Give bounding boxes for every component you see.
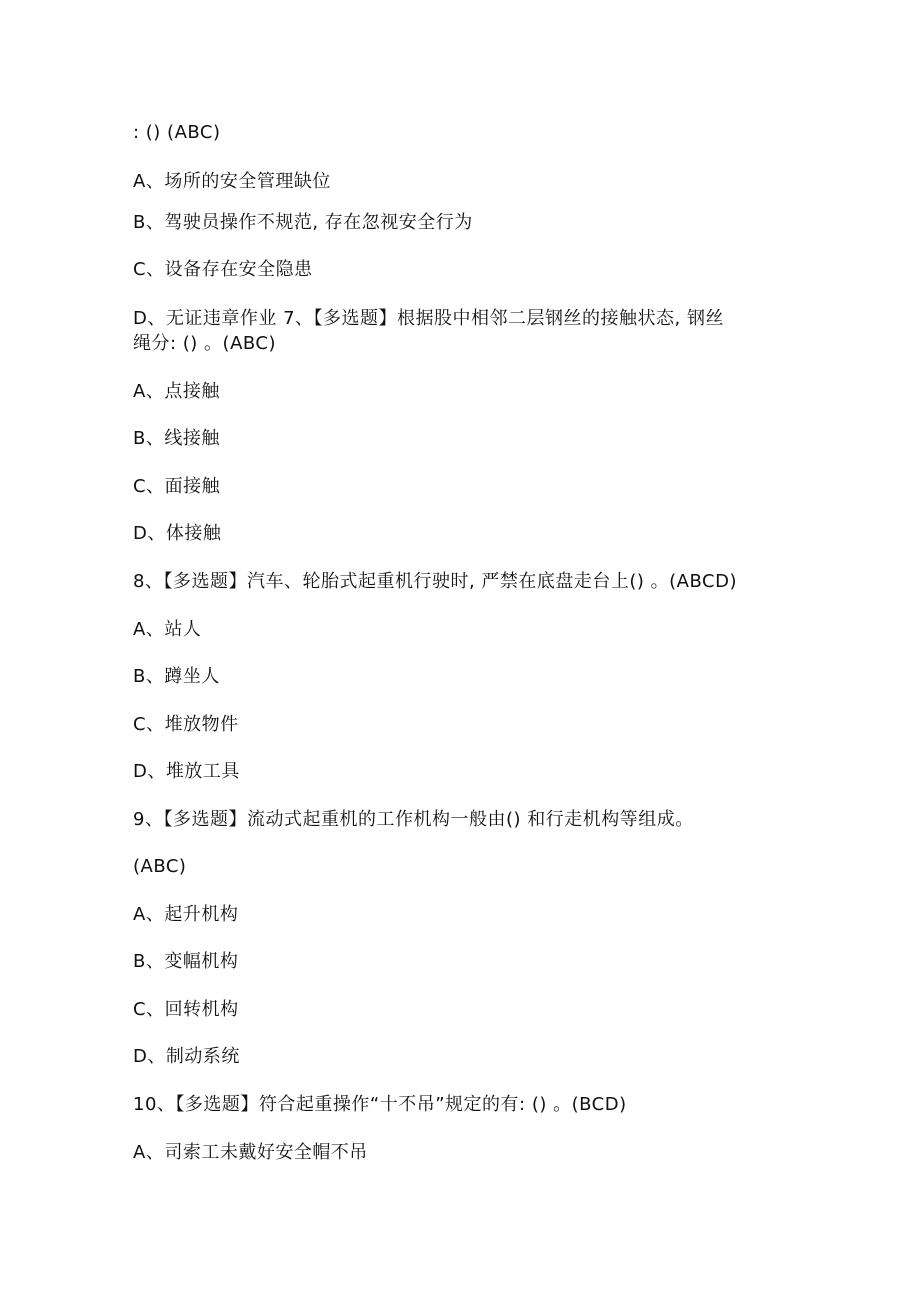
- q9-option-b: B、变幅机构: [133, 951, 239, 972]
- question-8: 8、【多选题】汽车、轮胎式起重机行驶时, 严禁在底盘走台上() 。(ABCD): [133, 571, 737, 592]
- q6-option-a: A、场所的安全管理缺位: [133, 171, 331, 192]
- question-6-answer-line: : () (ABC): [133, 122, 221, 143]
- question-9-answer: (ABC): [133, 856, 187, 877]
- q10-option-a: A、司索工未戴好安全帽不吊: [133, 1142, 368, 1163]
- q6-option-c: C、设备存在安全隐患: [133, 259, 313, 280]
- q7-option-c: C、面接触: [133, 476, 221, 497]
- q9-option-d: D、制动系统: [133, 1046, 240, 1067]
- q8-option-c: C、堆放物件: [133, 714, 239, 735]
- q6-option-d-and-question-7: D、无证违章作业 7、【多选题】根据股中相邻二层钢丝的接触状态, 钢丝: [133, 308, 724, 329]
- question-7-continuation: 绳分: () 。(ABC): [133, 333, 277, 354]
- question-9: 9、【多选题】流动式起重机的工作机构一般由() 和行走机构等组成。: [133, 809, 694, 830]
- q8-option-d: D、堆放工具: [133, 761, 240, 782]
- q7-option-d: D、体接触: [133, 523, 222, 544]
- question-10: 10、【多选题】符合起重操作“十不吊”规定的有: () 。(BCD): [133, 1094, 627, 1115]
- q7-option-b: B、线接触: [133, 428, 220, 449]
- q9-option-c: C、回转机构: [133, 999, 239, 1020]
- q8-option-a: A、站人: [133, 619, 202, 640]
- q7-option-a: A、点接触: [133, 381, 220, 402]
- q6-option-b: B、驾驶员操作不规范, 存在忽视安全行为: [133, 212, 473, 233]
- q9-option-a: A、起升机构: [133, 904, 239, 925]
- q8-option-b: B、蹲坐人: [133, 666, 220, 687]
